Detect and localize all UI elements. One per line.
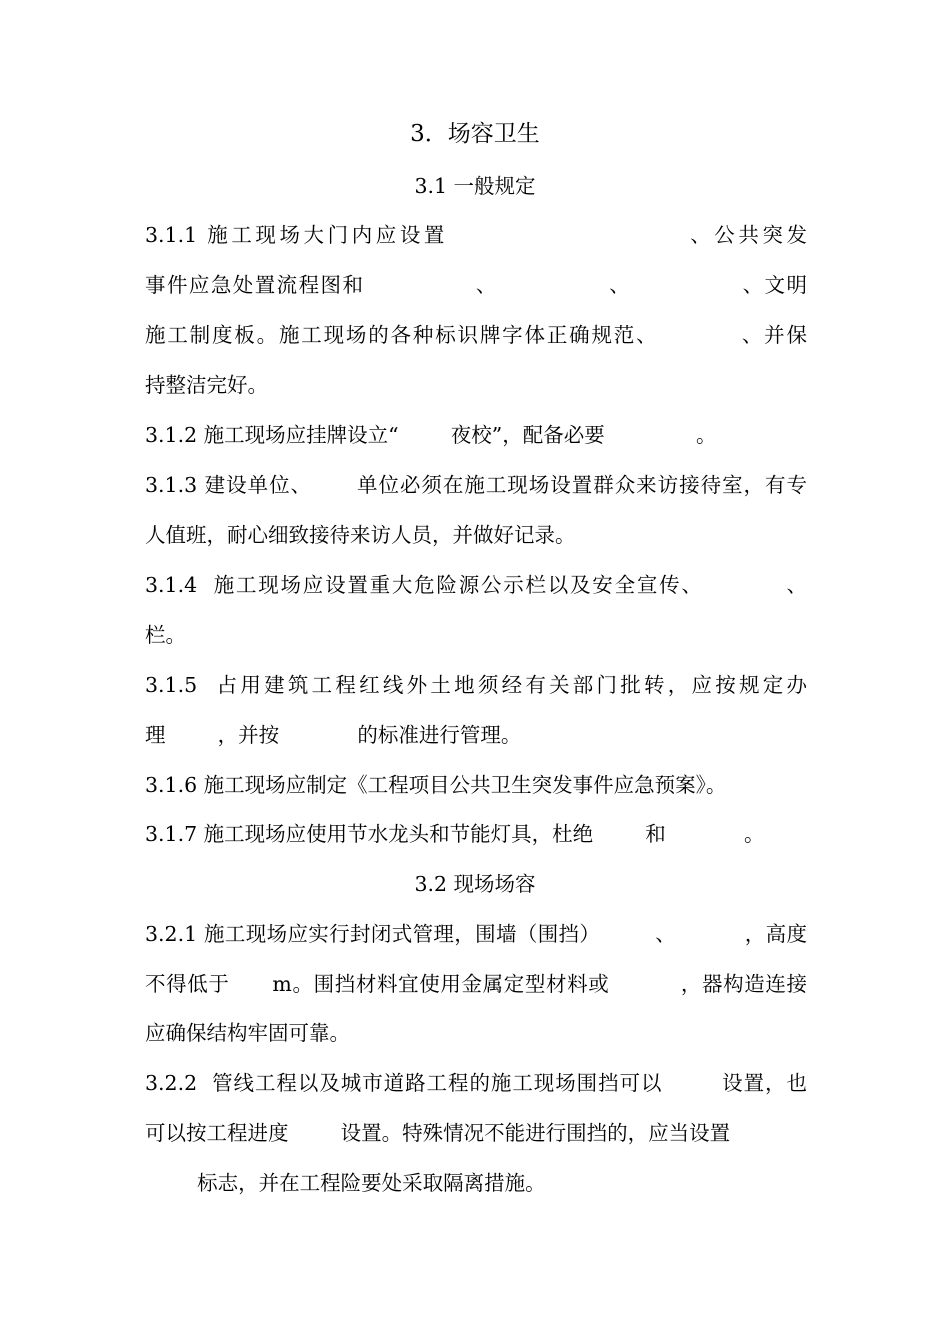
paragraph-line: 3.1.2 施工现场应挂牌设立“ 夜校”，配备必要 。 — [145, 423, 717, 447]
paragraph-line: 可以按工程进度 设置。特殊情况不能进行围挡的，应当设置 — [145, 1121, 731, 1145]
paragraph-line: 标志，并在工程险要处采取隔离措施。 — [145, 1171, 546, 1195]
section-title: 3．场容卫生 — [410, 121, 540, 147]
paragraph-line: 3.1.3 建设单位、 单位必须在施工现场设置群众来访接待室，有专 — [145, 473, 807, 497]
paragraph-line: 3.1.7 施工现场应使用节水龙头和节能灯具，杜绝 和 。 — [145, 822, 765, 846]
subsection-title-general: 3.1 一般规定 — [414, 174, 536, 198]
paragraph-line: 理 ，并按 的标准进行管理。 — [145, 723, 522, 747]
paragraph-line: 不得低于 m。围挡材料宜使用金属定型材料或 ，器构造连接 — [145, 972, 807, 996]
paragraph-line: 栏。 — [145, 623, 186, 647]
paragraph-line: 应确保结构牢固可靠。 — [145, 1021, 350, 1045]
paragraph-line: 3.1.1 施工现场大门内应设置 、公共突发 — [145, 223, 807, 247]
paragraph-line: 3.1.6 施工现场应制定《工程项目公共卫生突发事件应急预案》。 — [145, 773, 727, 797]
paragraph-line: 3.1.5 占用建筑工程红线外土地须经有关部门批转，应按规定办 — [145, 673, 807, 697]
paragraph-line: 施工制度板。施工现场的各种标识牌字体正确规范、 、并保 — [145, 323, 807, 347]
paragraph-line: 3.2.2 管线工程以及城市道路工程的施工现场围挡可以 设置，也 — [145, 1071, 807, 1095]
paragraph-line: 事件应急处置流程图和 、 、 、文明 — [145, 273, 807, 297]
paragraph-line: 人值班，耐心细致接待来访人员，并做好记录。 — [145, 523, 576, 547]
subsection-title-site: 3.2 现场场容 — [414, 872, 536, 896]
paragraph-line: 持整洁完好。 — [145, 373, 268, 397]
paragraph-line: 3.1.4 施工现场应设置重大危险源公示栏以及安全宣传、 、 — [145, 573, 807, 597]
paragraph-line: 3.2.1 施工现场应实行封闭式管理，围墙（围挡） 、 ，高度 — [145, 922, 807, 946]
